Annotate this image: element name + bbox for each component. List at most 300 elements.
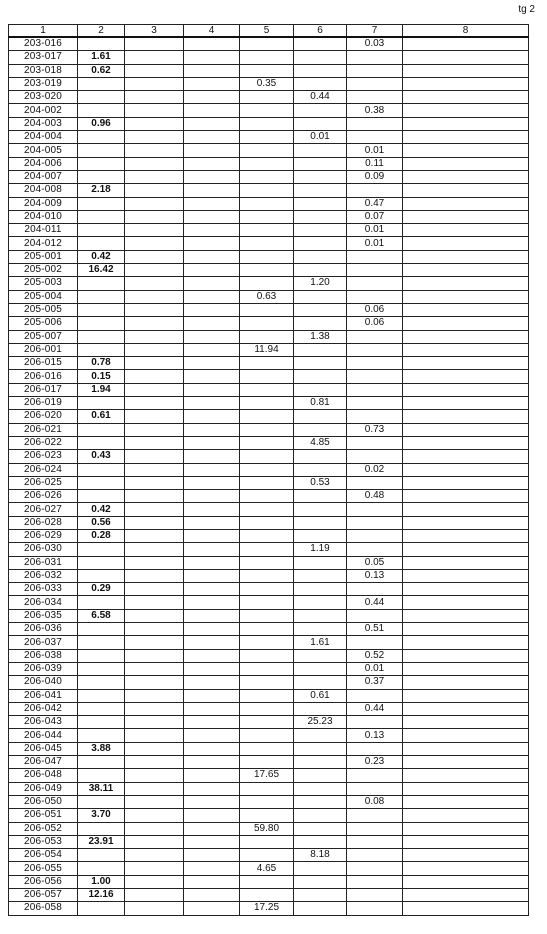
col-2-value bbox=[78, 91, 125, 104]
col-8-value bbox=[403, 343, 529, 356]
col-6-value bbox=[294, 64, 347, 77]
col-3-value bbox=[125, 623, 184, 636]
table-row bbox=[9, 383, 529, 396]
table-row bbox=[9, 556, 529, 569]
col-8-value bbox=[403, 224, 529, 237]
col-4-value bbox=[184, 476, 240, 489]
table-row bbox=[9, 37, 529, 51]
col-3-value bbox=[125, 902, 184, 915]
col-2-value: 0.42 bbox=[78, 503, 125, 516]
table-row bbox=[9, 170, 529, 183]
col-4-value bbox=[184, 529, 240, 542]
col-7-value bbox=[347, 357, 403, 370]
col-8-value bbox=[403, 264, 529, 277]
row-code: 206-015 bbox=[9, 357, 78, 370]
col-4-value bbox=[184, 835, 240, 848]
col-3-value bbox=[125, 237, 184, 250]
col-3-value bbox=[125, 397, 184, 410]
table-row bbox=[9, 662, 529, 675]
col-8-value bbox=[403, 277, 529, 290]
col-4-value bbox=[184, 742, 240, 755]
col-8-value bbox=[403, 197, 529, 210]
col-2-value bbox=[78, 330, 125, 343]
col-2-value bbox=[78, 197, 125, 210]
col-5-value bbox=[240, 450, 294, 463]
col-5-value bbox=[240, 357, 294, 370]
table-row bbox=[9, 264, 529, 277]
col-8-value bbox=[403, 64, 529, 77]
table-row bbox=[9, 503, 529, 516]
col-3-value bbox=[125, 849, 184, 862]
col-4-value bbox=[184, 862, 240, 875]
col-3-value bbox=[125, 729, 184, 742]
row-code: 206-033 bbox=[9, 583, 78, 596]
column-header: 1 bbox=[9, 25, 78, 38]
col-2-value bbox=[78, 343, 125, 356]
col-5-value bbox=[240, 383, 294, 396]
col-6-value bbox=[294, 662, 347, 675]
col-7-value bbox=[347, 77, 403, 90]
col-6-value bbox=[294, 862, 347, 875]
col-6-value bbox=[294, 317, 347, 330]
row-code: 204-003 bbox=[9, 117, 78, 130]
col-2-value bbox=[78, 636, 125, 649]
col-6-value bbox=[294, 529, 347, 542]
col-8-value bbox=[403, 809, 529, 822]
row-code: 206-049 bbox=[9, 782, 78, 795]
col-2-value bbox=[78, 569, 125, 582]
col-2-value bbox=[78, 104, 125, 117]
col-7-value bbox=[347, 503, 403, 516]
col-5-value bbox=[240, 689, 294, 702]
col-5-value bbox=[240, 37, 294, 51]
row-code: 206-055 bbox=[9, 862, 78, 875]
row-code: 206-047 bbox=[9, 756, 78, 769]
col-7-value bbox=[347, 370, 403, 383]
col-6-value bbox=[294, 809, 347, 822]
col-8-value bbox=[403, 835, 529, 848]
col-5-value bbox=[240, 210, 294, 223]
col-4-value bbox=[184, 450, 240, 463]
col-3-value bbox=[125, 64, 184, 77]
col-3-value bbox=[125, 529, 184, 542]
col-7-value bbox=[347, 450, 403, 463]
row-code: 204-006 bbox=[9, 157, 78, 170]
table-row bbox=[9, 317, 529, 330]
col-8-value bbox=[403, 51, 529, 64]
col-8-value bbox=[403, 303, 529, 316]
col-3-value bbox=[125, 343, 184, 356]
table-row bbox=[9, 476, 529, 489]
col-7-value bbox=[347, 64, 403, 77]
col-6-value: 0.61 bbox=[294, 689, 347, 702]
row-code: 206-044 bbox=[9, 729, 78, 742]
col-2-value: 16.42 bbox=[78, 264, 125, 277]
col-2-value bbox=[78, 769, 125, 782]
col-5-value bbox=[240, 543, 294, 556]
row-code: 203-018 bbox=[9, 64, 78, 77]
table-row bbox=[9, 357, 529, 370]
col-2-value bbox=[78, 596, 125, 609]
col-5-value bbox=[240, 463, 294, 476]
col-7-value bbox=[347, 822, 403, 835]
col-2-value bbox=[78, 476, 125, 489]
col-5-value bbox=[240, 224, 294, 237]
col-3-value bbox=[125, 795, 184, 808]
col-7-value bbox=[347, 849, 403, 862]
col-7-value bbox=[347, 264, 403, 277]
row-code: 206-053 bbox=[9, 835, 78, 848]
row-code: 203-019 bbox=[9, 77, 78, 90]
table-row bbox=[9, 516, 529, 529]
col-5-value bbox=[240, 264, 294, 277]
col-4-value bbox=[184, 623, 240, 636]
col-3-value bbox=[125, 91, 184, 104]
col-5-value bbox=[240, 117, 294, 130]
col-4-value bbox=[184, 490, 240, 503]
col-2-value bbox=[78, 822, 125, 835]
col-5-value bbox=[240, 756, 294, 769]
col-4-value bbox=[184, 543, 240, 556]
col-2-value: 1.00 bbox=[78, 875, 125, 888]
col-7-value bbox=[347, 875, 403, 888]
col-3-value bbox=[125, 330, 184, 343]
table-row bbox=[9, 889, 529, 902]
table-row bbox=[9, 795, 529, 808]
table-row bbox=[9, 835, 529, 848]
col-4-value bbox=[184, 556, 240, 569]
col-5-value bbox=[240, 370, 294, 383]
col-5-value bbox=[240, 782, 294, 795]
col-6-value: 1.61 bbox=[294, 636, 347, 649]
col-6-value bbox=[294, 370, 347, 383]
col-7-value: 0.08 bbox=[347, 795, 403, 808]
col-7-value bbox=[347, 889, 403, 902]
col-4-value bbox=[184, 117, 240, 130]
column-header: 2 bbox=[78, 25, 125, 38]
col-2-value bbox=[78, 436, 125, 449]
col-2-value bbox=[78, 290, 125, 303]
col-2-value: 0.62 bbox=[78, 64, 125, 77]
table-body bbox=[9, 37, 529, 915]
col-6-value bbox=[294, 583, 347, 596]
row-code: 204-009 bbox=[9, 197, 78, 210]
col-7-value: 0.06 bbox=[347, 303, 403, 316]
table-row bbox=[9, 303, 529, 316]
col-8-value bbox=[403, 822, 529, 835]
col-8-value bbox=[403, 250, 529, 263]
col-7-value bbox=[347, 516, 403, 529]
col-5-value bbox=[240, 303, 294, 316]
col-4-value bbox=[184, 64, 240, 77]
col-5-value bbox=[240, 237, 294, 250]
col-8-value bbox=[403, 490, 529, 503]
col-8-value bbox=[403, 463, 529, 476]
col-4-value bbox=[184, 503, 240, 516]
col-8-value bbox=[403, 290, 529, 303]
table-row bbox=[9, 410, 529, 423]
col-4-value bbox=[184, 370, 240, 383]
col-4-value bbox=[184, 875, 240, 888]
col-7-value: 0.01 bbox=[347, 144, 403, 157]
col-5-value bbox=[240, 516, 294, 529]
row-code: 206-040 bbox=[9, 676, 78, 689]
table-row bbox=[9, 702, 529, 715]
col-5-value bbox=[240, 835, 294, 848]
col-2-value bbox=[78, 702, 125, 715]
table-row bbox=[9, 902, 529, 915]
col-7-value bbox=[347, 583, 403, 596]
col-8-value bbox=[403, 529, 529, 542]
col-3-value bbox=[125, 170, 184, 183]
col-6-value bbox=[294, 902, 347, 915]
table-row bbox=[9, 875, 529, 888]
col-4-value bbox=[184, 649, 240, 662]
col-8-value bbox=[403, 756, 529, 769]
col-7-value: 0.11 bbox=[347, 157, 403, 170]
col-7-value bbox=[347, 277, 403, 290]
col-6-value: 0.01 bbox=[294, 131, 347, 144]
col-7-value bbox=[347, 862, 403, 875]
row-code: 204-002 bbox=[9, 104, 78, 117]
col-7-value bbox=[347, 383, 403, 396]
col-3-value bbox=[125, 463, 184, 476]
col-2-value: 0.42 bbox=[78, 250, 125, 263]
row-code: 206-043 bbox=[9, 716, 78, 729]
col-2-value: 0.28 bbox=[78, 529, 125, 542]
col-3-value bbox=[125, 583, 184, 596]
col-2-value bbox=[78, 210, 125, 223]
col-7-value bbox=[347, 835, 403, 848]
row-code: 206-001 bbox=[9, 343, 78, 356]
col-6-value bbox=[294, 609, 347, 622]
col-5-value bbox=[240, 809, 294, 822]
col-5-value bbox=[240, 676, 294, 689]
col-7-value: 0.09 bbox=[347, 170, 403, 183]
table-row bbox=[9, 330, 529, 343]
col-4-value bbox=[184, 77, 240, 90]
col-8-value bbox=[403, 410, 529, 423]
col-2-value bbox=[78, 131, 125, 144]
col-6-value bbox=[294, 157, 347, 170]
row-code: 206-058 bbox=[9, 902, 78, 915]
col-5-value bbox=[240, 423, 294, 436]
row-code: 204-011 bbox=[9, 224, 78, 237]
row-code: 206-029 bbox=[9, 529, 78, 542]
col-5-value bbox=[240, 556, 294, 569]
table-row bbox=[9, 277, 529, 290]
col-2-value bbox=[78, 849, 125, 862]
table-row bbox=[9, 250, 529, 263]
col-8-value bbox=[403, 423, 529, 436]
col-5-value: 0.63 bbox=[240, 290, 294, 303]
col-7-value bbox=[347, 476, 403, 489]
col-8-value bbox=[403, 702, 529, 715]
col-8-value bbox=[403, 91, 529, 104]
col-8-value bbox=[403, 556, 529, 569]
row-code: 206-019 bbox=[9, 397, 78, 410]
col-3-value bbox=[125, 157, 184, 170]
col-3-value bbox=[125, 822, 184, 835]
col-6-value bbox=[294, 569, 347, 582]
col-3-value bbox=[125, 516, 184, 529]
col-4-value bbox=[184, 795, 240, 808]
col-2-value bbox=[78, 756, 125, 769]
col-2-value bbox=[78, 77, 125, 90]
row-code: 206-025 bbox=[9, 476, 78, 489]
row-code: 206-020 bbox=[9, 410, 78, 423]
col-4-value bbox=[184, 609, 240, 622]
col-3-value bbox=[125, 742, 184, 755]
col-8-value bbox=[403, 623, 529, 636]
col-8-value bbox=[403, 716, 529, 729]
col-5-value bbox=[240, 144, 294, 157]
row-code: 205-004 bbox=[9, 290, 78, 303]
col-3-value bbox=[125, 423, 184, 436]
col-8-value bbox=[403, 476, 529, 489]
col-7-value: 0.02 bbox=[347, 463, 403, 476]
col-2-value bbox=[78, 662, 125, 675]
col-3-value bbox=[125, 51, 184, 64]
table-row bbox=[9, 450, 529, 463]
col-7-value bbox=[347, 51, 403, 64]
col-2-value bbox=[78, 237, 125, 250]
col-4-value bbox=[184, 343, 240, 356]
col-8-value bbox=[403, 77, 529, 90]
table-row bbox=[9, 543, 529, 556]
col-5-value bbox=[240, 64, 294, 77]
col-2-value: 3.70 bbox=[78, 809, 125, 822]
col-6-value bbox=[294, 184, 347, 197]
col-3-value bbox=[125, 264, 184, 277]
col-3-value bbox=[125, 569, 184, 582]
col-3-value bbox=[125, 769, 184, 782]
col-3-value bbox=[125, 756, 184, 769]
col-4-value bbox=[184, 303, 240, 316]
col-7-value: 0.23 bbox=[347, 756, 403, 769]
col-5-value bbox=[240, 277, 294, 290]
col-5-value bbox=[240, 91, 294, 104]
col-3-value bbox=[125, 596, 184, 609]
col-6-value: 0.44 bbox=[294, 91, 347, 104]
col-7-value bbox=[347, 343, 403, 356]
row-code: 206-036 bbox=[9, 623, 78, 636]
col-5-value bbox=[240, 503, 294, 516]
col-4-value bbox=[184, 144, 240, 157]
col-2-value bbox=[78, 716, 125, 729]
col-5-value bbox=[240, 197, 294, 210]
col-6-value bbox=[294, 117, 347, 130]
col-4-value bbox=[184, 250, 240, 263]
col-2-value: 0.56 bbox=[78, 516, 125, 529]
col-4-value bbox=[184, 889, 240, 902]
col-7-value bbox=[347, 902, 403, 915]
col-3-value bbox=[125, 662, 184, 675]
col-4-value bbox=[184, 463, 240, 476]
col-6-value: 8.18 bbox=[294, 849, 347, 862]
col-4-value bbox=[184, 157, 240, 170]
row-code: 206-017 bbox=[9, 383, 78, 396]
col-6-value bbox=[294, 676, 347, 689]
col-6-value: 25.23 bbox=[294, 716, 347, 729]
col-4-value bbox=[184, 423, 240, 436]
col-8-value bbox=[403, 795, 529, 808]
col-6-value bbox=[294, 835, 347, 848]
col-6-value bbox=[294, 170, 347, 183]
table-row bbox=[9, 423, 529, 436]
col-2-value: 0.15 bbox=[78, 370, 125, 383]
col-8-value bbox=[403, 184, 529, 197]
col-7-value: 0.47 bbox=[347, 197, 403, 210]
table-row bbox=[9, 782, 529, 795]
col-6-value bbox=[294, 769, 347, 782]
col-5-value bbox=[240, 476, 294, 489]
col-6-value bbox=[294, 144, 347, 157]
col-2-value bbox=[78, 649, 125, 662]
col-3-value bbox=[125, 676, 184, 689]
column-header: 4 bbox=[184, 25, 240, 38]
col-4-value bbox=[184, 397, 240, 410]
col-2-value bbox=[78, 729, 125, 742]
col-8-value bbox=[403, 875, 529, 888]
table-row bbox=[9, 649, 529, 662]
col-2-value: 0.43 bbox=[78, 450, 125, 463]
table-row bbox=[9, 144, 529, 157]
col-3-value bbox=[125, 210, 184, 223]
col-8-value bbox=[403, 649, 529, 662]
col-3-value bbox=[125, 290, 184, 303]
col-7-value: 0.44 bbox=[347, 702, 403, 715]
col-4-value bbox=[184, 569, 240, 582]
col-5-value bbox=[240, 410, 294, 423]
row-code: 206-054 bbox=[9, 849, 78, 862]
row-code: 205-006 bbox=[9, 317, 78, 330]
col-6-value: 0.81 bbox=[294, 397, 347, 410]
table-row bbox=[9, 397, 529, 410]
col-7-value: 0.37 bbox=[347, 676, 403, 689]
col-2-value: 1.61 bbox=[78, 51, 125, 64]
col-4-value bbox=[184, 769, 240, 782]
table-row bbox=[9, 51, 529, 64]
col-8-value bbox=[403, 210, 529, 223]
col-6-value bbox=[294, 516, 347, 529]
col-4-value bbox=[184, 662, 240, 675]
col-7-value: 0.03 bbox=[347, 37, 403, 51]
table-row bbox=[9, 117, 529, 130]
col-2-value: 38.11 bbox=[78, 782, 125, 795]
col-6-value bbox=[294, 77, 347, 90]
col-7-value bbox=[347, 250, 403, 263]
col-4-value bbox=[184, 636, 240, 649]
col-6-value bbox=[294, 290, 347, 303]
table-row bbox=[9, 756, 529, 769]
col-5-value bbox=[240, 529, 294, 542]
col-6-value bbox=[294, 410, 347, 423]
table-row bbox=[9, 636, 529, 649]
col-7-value: 0.52 bbox=[347, 649, 403, 662]
col-2-value bbox=[78, 689, 125, 702]
col-3-value bbox=[125, 250, 184, 263]
table-row bbox=[9, 490, 529, 503]
col-6-value bbox=[294, 702, 347, 715]
col-4-value bbox=[184, 809, 240, 822]
col-8-value bbox=[403, 144, 529, 157]
col-7-value bbox=[347, 689, 403, 702]
row-code: 206-057 bbox=[9, 889, 78, 902]
col-6-value bbox=[294, 649, 347, 662]
row-code: 206-042 bbox=[9, 702, 78, 715]
col-5-value: 59.80 bbox=[240, 822, 294, 835]
